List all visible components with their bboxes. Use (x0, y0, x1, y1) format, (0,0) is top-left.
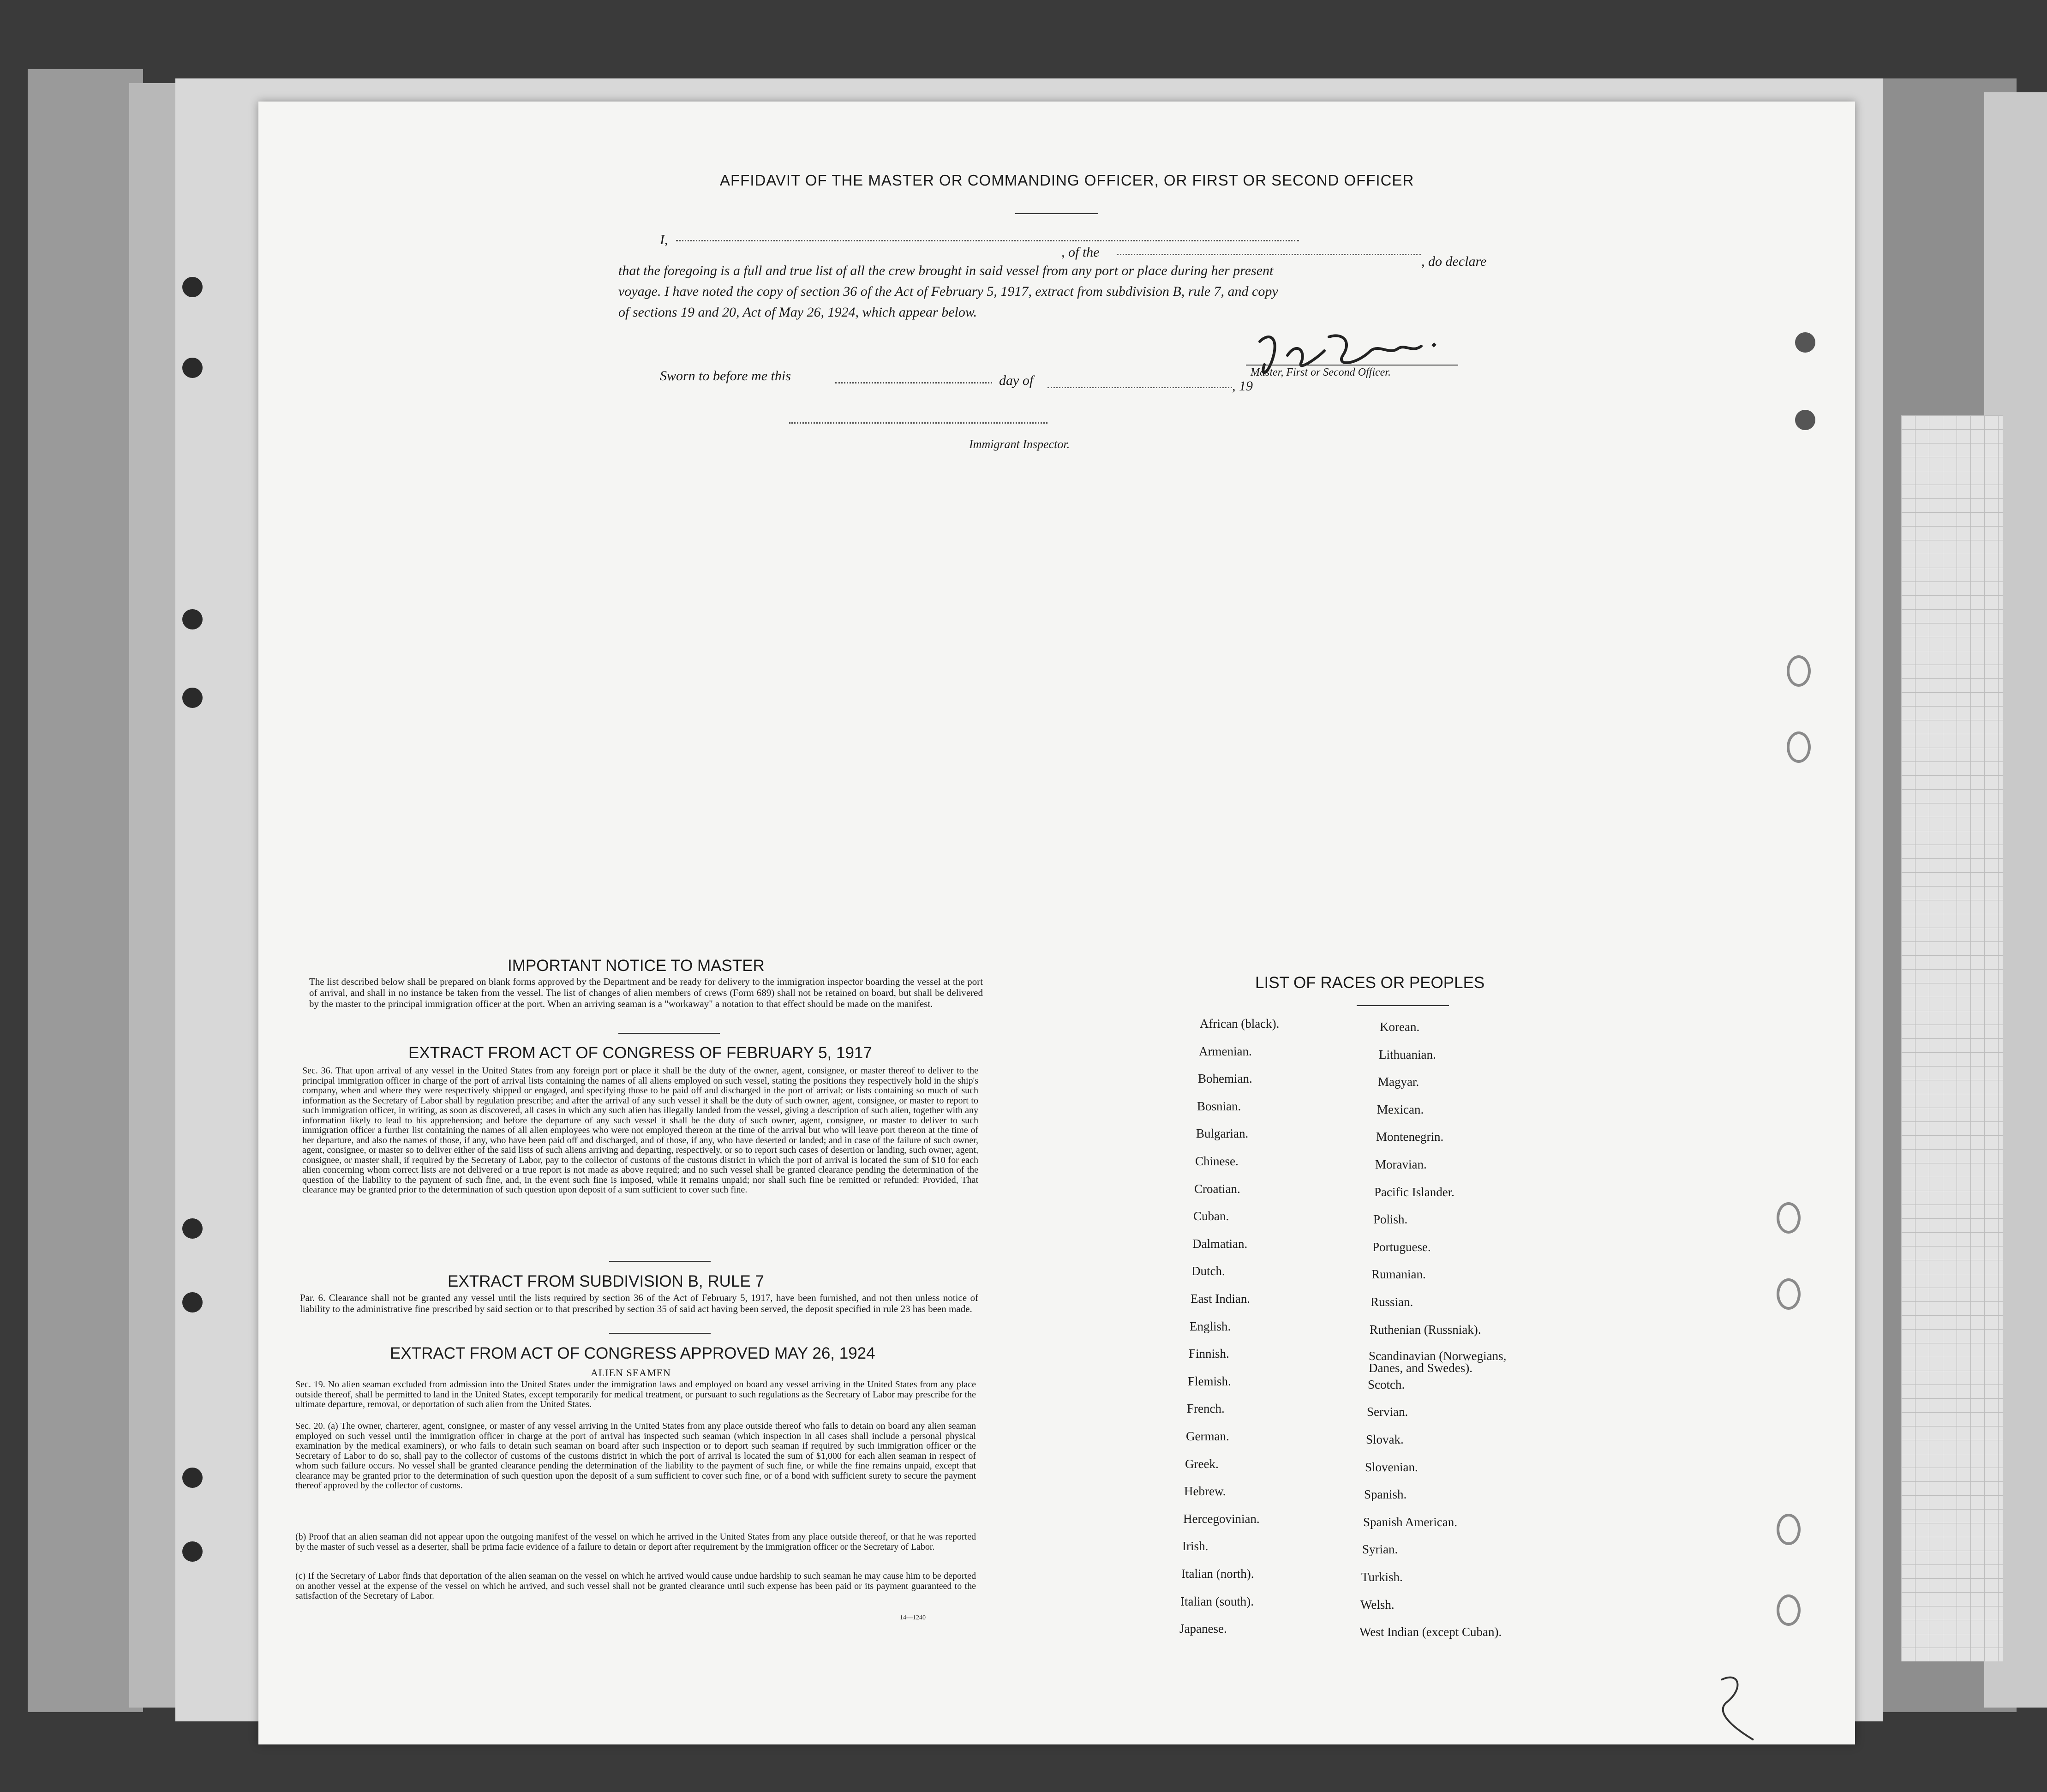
day-of-label: day of (999, 373, 1034, 388)
race-item: Moravian. (1375, 1157, 1427, 1171)
race-item: Italian (south). (1180, 1594, 1254, 1608)
affidavit-line-4: of sections 19 and 20, Act of May 26, 1924, which appear below. (618, 305, 977, 320)
sworn-label: Sworn to before me this (660, 368, 791, 384)
punch-hole (182, 1218, 203, 1239)
race-item: English. (1190, 1319, 1231, 1333)
inspector-label: Immigrant Inspector. (969, 438, 1070, 451)
affidavit-line-2: that the foregoing is a full and true list of all the crew brought in said vessel from any port or place during her present (618, 263, 1274, 278)
reinforcement-ring (1777, 1202, 1801, 1234)
race-item: Spanish. (1364, 1487, 1407, 1502)
race-item: Russian. (1371, 1295, 1413, 1309)
race-item: Dalmatian. (1192, 1236, 1248, 1251)
race-item: Finnish. (1189, 1347, 1229, 1361)
extract3-sec19: Sec. 19. No alien seaman excluded from admission into the United States under the immigration laws and employed on board any vessel arriving in the United States from any place outside thereof, shall be permitted to land in the United States, except temporarily for medical treatment, or pursuant to such regulations as the Secretary of Labor may prescribe for the ultimate departure, removal, or deportation of such alien from the United States. (295, 1379, 976, 1409)
affidavit-i-label: I, (660, 232, 668, 247)
divider (618, 1033, 720, 1034)
extract2-body: Par. 6. Clearance shall not be granted any vessel until the lists required by section 36 of the Act of February 5, 1917, have been furnished, and not then unless notice of liability to the administrative fine prescribed by said section or to that prescribed by section 35 of said act having been served, the deposit specified in rule 23 has been made. (300, 1292, 978, 1314)
race-item: Magyar. (1378, 1075, 1419, 1089)
notice-body: The list described below shall be prepared on blank forms approved by the Department and be ready for delivery to the immigration inspector boarding the vessel at the port of arrival, and shall in no instance be taken from the vessel. The list of changes of alien members of crews (Form 689) shall not be retained on board, but shall be delivered by the master to the principal immigration officer at the port. When an arriving seaman is a "workaway" a notation to that effect should be made on the manifest. (309, 976, 983, 1009)
divider (609, 1333, 711, 1334)
race-item: Irish. (1182, 1539, 1209, 1553)
race-item: Slovenian. (1365, 1460, 1418, 1474)
punch-hole (182, 688, 203, 708)
race-item: Pacific Islander. (1374, 1185, 1454, 1199)
extract1-body: Sec. 36. That upon arrival of any vessel in the United States from any foreign port or place it shall be the duty of the owner, agent, consignee, or master thereof to deliver to the principal immigration officer in charge of the port of arrival lists containing the names of all aliens employed on such vessel, stating the positions they respectively hold in the ship's company, when and where they were respectively shipped or engaged, and specifying those to be paid off and discharged in the port of arrival; or lists containing so much of such information as the Secretary of Labor shall by regulation prescribe; and after the arrival of any such vessel it shall be the duty of such owner, agent, consignee, or master to report to such immigration officer, in writing, as soon as discovered, all cases in which any such alien has illegally landed from the vessel, giving a description of such alien, together with any information likely to lead to his apprehension; and before the departure of any such vessel it shall be the duty of such owner, agent, consignee, or master to deliver to such immigration officer a further list containing the names of all alien employees who were not employed thereon at the time of the arrival but who will leave port thereon at the time of her departure, and also the names of those, if any, who have been paid off and discharged, and of those, if any, who have deserted or landed; and in case of the failure of such owner, agent, consignee, or master so to deliver either of the said lists of such aliens arriving and departing, respectively, or so to report such cases of desertion or landing, such owner, agent, consignee, or master shall, if required by the Secretary of Labor, pay to the collector of customs of the customs district in which the port of arrival is located the sum of $10 for each alien concerning whom correct lists are not delivered or a true report is not made as above required; and no such vessel shall be granted clearance pending the determination of the question of the liability to the payment of such fine, and, in the event such fine is imposed, while it remains unpaid; nor shall such fine be remitted or refunded: Provided, That clearance may be granted prior to the determination of such question upon deposit of a sum sufficient to cover such fine. (302, 1066, 978, 1195)
master-label: Master, First or Second Officer. (1251, 366, 1391, 378)
reinforcement-ring (1787, 655, 1811, 687)
race-item: German. (1186, 1429, 1229, 1443)
form-number: 14—1240 (900, 1614, 926, 1621)
punch-hole (182, 609, 203, 629)
signature-line (1246, 365, 1458, 366)
race-item: Italian (north). (1181, 1567, 1254, 1581)
race-item: Welsh. (1360, 1597, 1395, 1612)
races-title: LIST OF RACES OR PEOPLES (1255, 974, 1485, 992)
extract3-sec20b: (b) Proof that an alien seaman did not appear upon the outgoing manifest of the vessel on which he arrived in the United States from any place outside thereof, or that he was reported by the master of such vessel as a deserter, shall be prima facie evidence of a failure to detain or deport after requirement by the immigration officer or the Secretary of Labor. (295, 1532, 976, 1552)
extract2-title: EXTRACT FROM SUBDIVISION B, RULE 7 (448, 1272, 764, 1290)
race-item: Flemish. (1188, 1374, 1231, 1388)
race-item: Polish. (1373, 1212, 1408, 1227)
reinforcement-ring (1777, 1278, 1801, 1310)
race-item: Dutch. (1191, 1264, 1225, 1278)
race-item: West Indian (except Cuban). (1359, 1625, 1502, 1639)
race-item: Spanish American. (1363, 1515, 1457, 1529)
race-item: Ruthenian (Russniak). (1370, 1322, 1481, 1337)
notice-title: IMPORTANT NOTICE TO MASTER (508, 957, 765, 975)
race-item: Lithuanian. (1379, 1047, 1436, 1061)
sworn-day-blank (835, 382, 992, 384)
name-blank (676, 240, 1299, 241)
race-item: Rumanian. (1371, 1267, 1426, 1282)
race-item: Bulgarian. (1196, 1127, 1249, 1141)
reinforcement-ring (1777, 1594, 1801, 1626)
race-item: East Indian. (1191, 1292, 1250, 1306)
affidavit-line-3: voyage. I have noted the copy of section 36 of the Act of February 5, 1917, extract from subdivision B, rule 7, and copy (618, 284, 1278, 299)
affidavit-page (258, 102, 1855, 1744)
race-item: Cuban. (1193, 1209, 1229, 1223)
race-item: Slovak. (1366, 1432, 1404, 1446)
race-item: Croatian. (1194, 1181, 1240, 1196)
extract3-subtitle: ALIEN SEAMEN (591, 1367, 671, 1378)
race-item: Mexican. (1377, 1102, 1424, 1116)
vessel-blank (1117, 254, 1421, 255)
punch-hole (182, 1292, 203, 1313)
race-item: Turkish. (1361, 1570, 1403, 1584)
affidavit-of-the: , of the (1061, 245, 1100, 260)
race-item: Korean. (1380, 1020, 1420, 1034)
divider (1357, 1005, 1449, 1006)
extract1-title: EXTRACT FROM ACT OF CONGRESS OF FEBRUARY 5, 1917 (408, 1044, 872, 1062)
extract3-sec20c: (c) If the Secretary of Labor finds that deportation of the alien seaman on the vessel on which he arrived would cause undue hardship to such seaman he may cause him to be deported on another vessel at the expense of the vessel on which he arrived, and such vessel shall not be granted clearance until such expense has been paid or its payment guaranteed to the satisfaction of the Secretary of Labor. (295, 1571, 976, 1601)
race-item: Greek. (1185, 1456, 1219, 1471)
race-item: French. (1187, 1402, 1225, 1416)
race-item: Chinese. (1195, 1154, 1239, 1168)
race-item: Hebrew. (1184, 1484, 1226, 1498)
race-item: Montenegrin. (1376, 1130, 1444, 1144)
punch-hole (1795, 332, 1815, 353)
race-item: African (black). (1200, 1017, 1280, 1031)
master-signature (1251, 323, 1444, 392)
race-item: Bosnian. (1197, 1099, 1241, 1113)
pencil-mark (1712, 1671, 1767, 1744)
race-item: Scandinavian (Norwegians, Danes, and Swedes). (1369, 1349, 1507, 1375)
punch-hole (1795, 410, 1815, 430)
punch-hole (182, 358, 203, 378)
punch-hole (182, 1468, 203, 1488)
race-item: Portuguese. (1372, 1240, 1431, 1254)
affidavit-do-declare: , do declare (1421, 254, 1487, 269)
reinforcement-ring (1787, 731, 1811, 763)
extract3-title: EXTRACT FROM ACT OF CONGRESS APPROVED MAY 26, 1924 (390, 1344, 875, 1362)
race-item: Japanese. (1179, 1622, 1227, 1636)
race-item: Syrian. (1362, 1542, 1398, 1557)
grid-paper (1901, 415, 2003, 1661)
year-prefix: , 19 (1232, 378, 1253, 394)
race-item: Servian. (1367, 1405, 1408, 1419)
divider (609, 1261, 711, 1262)
race-item: Scotch. (1368, 1377, 1405, 1391)
race-item: Bohemian. (1198, 1072, 1252, 1086)
punch-hole (182, 277, 203, 297)
race-item: Hercegovinian. (1183, 1511, 1260, 1526)
punch-hole (182, 1541, 203, 1562)
divider (1015, 213, 1098, 214)
race-item: Armenian. (1199, 1044, 1252, 1058)
affidavit-title: AFFIDAVIT OF THE MASTER OR COMMANDING OFFICER, OR FIRST OR SECOND OFFICER (720, 172, 1414, 189)
extract3-sec20a: Sec. 20. (a) The owner, charterer, agent, consignee, or master of any vessel arriving in the United States from any place outside thereof who fails to detain on board any alien seaman employed on such vessel until the immigration officer in charge at the port of arrival has inspected such seaman (which inspection in all cases shall include a personal physical examination by the medical examiners), or who fails to detain such seaman on board after such inspection or to deport such seaman if required by such immigration officer or the Secretary of Labor to do so, shall pay to the collector of customs of the customs district in which the port of arrival is located the sum of $1,000 for each alien seaman in respect of whom such failure occurs. No vessel shall be granted clearance pending the determination of the liability to the payment of such fine, or while the fine remains unpaid, except that clearance may be granted prior to the determination of such question upon the deposit of a sum sufficient to cover such fine, or of a bond with sufficient surety to secure the payment thereof approved by the collector of customs. (295, 1421, 976, 1491)
inspector-blank (789, 422, 1047, 424)
month-blank (1047, 387, 1232, 388)
reinforcement-ring (1777, 1514, 1801, 1545)
background-sheet (28, 69, 143, 1712)
